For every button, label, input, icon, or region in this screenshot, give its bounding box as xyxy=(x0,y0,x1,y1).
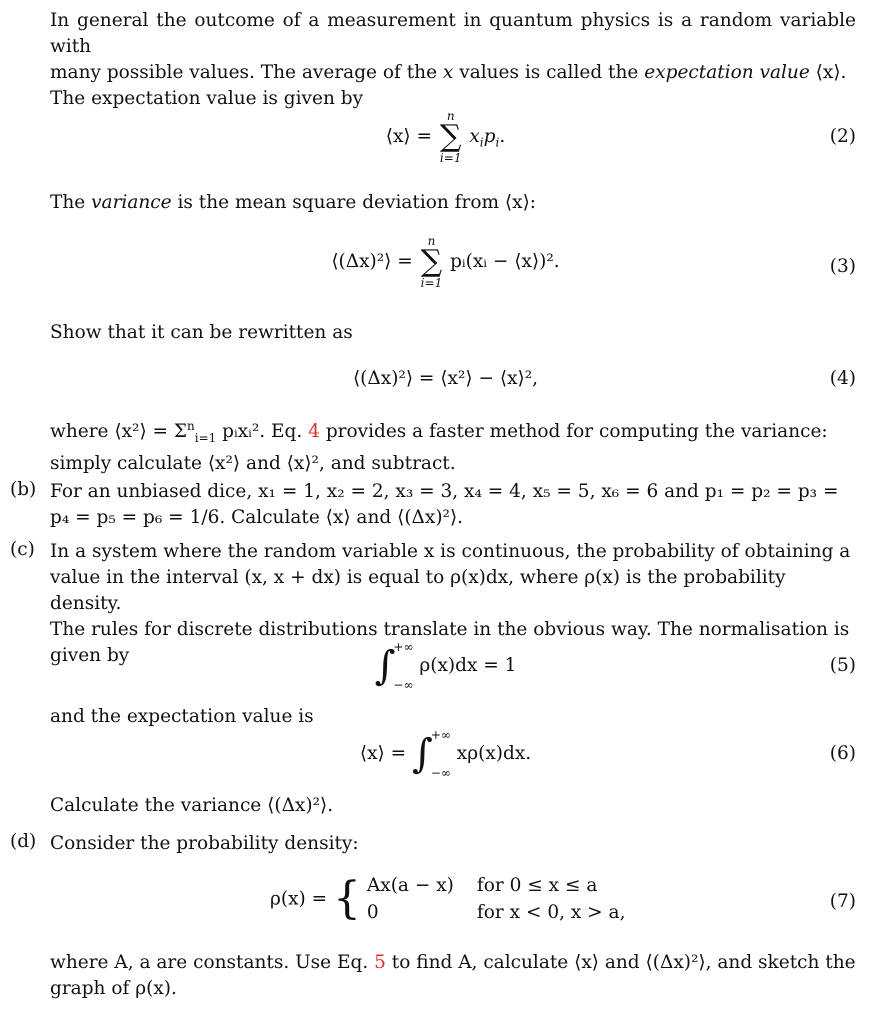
eq7-case1-condition: for 0 ≤ x ≤ a xyxy=(476,875,598,896)
sum-symbol: n ∑ i=1 xyxy=(439,109,462,165)
eq5-body: ρ(x)dx = 1 xyxy=(419,655,517,676)
eq6-body: xρ(x)dx. xyxy=(456,743,532,764)
where-line-2: simply calculate ⟨x²⟩ and ⟨x⟩², and subtract. xyxy=(50,452,456,474)
part-b-label: (b) xyxy=(10,479,37,500)
eq7-cases xyxy=(367,872,626,926)
show-text: Show that it can be rewritten as xyxy=(50,322,353,343)
part-c-line-3: The rules for discrete distributions translate in the obvious way. The normalisation is xyxy=(50,619,850,640)
part-c-line-2: value in the interval (x, x + dx) is equal to ρ(x)dx, where ρ(x) is the probability density. xyxy=(50,567,786,614)
final-paragraph xyxy=(50,950,856,1002)
part-d-label: (d) xyxy=(10,831,37,852)
intro-paragraph xyxy=(50,8,856,112)
eq3-lhs: ⟨(Δx)²⟩ = xyxy=(331,251,413,272)
eq2-x-sub: i xyxy=(479,135,484,150)
final-a: where A, a are constants. Use Eq. xyxy=(50,952,375,973)
part-d-text: Consider the probability density: xyxy=(50,833,359,854)
eq2-sum-top: n xyxy=(446,109,455,123)
where-lim-bot: i=1 xyxy=(194,430,217,445)
eq7-case1-value: Ax(a − x) xyxy=(366,875,454,896)
final-b: to find A, calculate ⟨x⟩ and ⟨(Δx)²⟩, and sketch the xyxy=(385,952,856,973)
final-line-1 xyxy=(50,950,856,976)
eq7-case2-value: 0 xyxy=(366,902,379,923)
eq5-number: (5) xyxy=(829,655,856,676)
intro-line-2-a: many possible values. The average of the xyxy=(50,62,443,83)
eq5-int-bottom: −∞ xyxy=(393,678,414,692)
where-lim-top: n xyxy=(187,419,195,433)
intro-line-1: In general the outcome of a measurement in quantum physics is a random variable with xyxy=(50,10,856,57)
eq2-p: p xyxy=(483,126,496,147)
eq3-sum-top: n xyxy=(427,234,436,248)
where-line-1 xyxy=(50,413,856,451)
intro-line-2: many possible values. The average of the x values is called the expectation value ⟨x⟩. xyxy=(50,62,847,83)
where-c: provides a faster method for computing the variance: xyxy=(319,421,828,443)
eq3-sum-bottom: i=1 xyxy=(420,276,443,290)
equation-7 xyxy=(270,872,625,926)
eq2-x: x xyxy=(469,126,480,147)
eq2-end: . xyxy=(499,126,506,147)
eq6-int-bottom: −∞ xyxy=(430,766,451,780)
left-brace: { xyxy=(333,873,362,924)
eq2-sum-bottom: i=1 xyxy=(439,151,462,165)
variance-intro xyxy=(50,190,856,216)
eq3-number: (3) xyxy=(829,256,856,277)
variance-intro-a: The xyxy=(50,192,92,213)
expectation-text: and the expectation value is xyxy=(50,706,314,727)
sum-symbol: n ∑ i=1 xyxy=(420,234,443,290)
eq3-body: pᵢ(xᵢ − ⟨x⟩)². xyxy=(450,251,560,272)
where-b: pᵢxᵢ². Eq. xyxy=(216,421,309,443)
eq-ref-5-link[interactable]: 5 xyxy=(374,952,386,973)
intro-line-3: The expectation value is given by xyxy=(50,88,364,109)
variance-term: variance xyxy=(91,192,172,213)
intro-line-2-b: values is called the xyxy=(453,62,645,83)
eq6-number: (6) xyxy=(829,743,856,764)
part-b-line-1: For an unbiased dice, x₁ = 1, x₂ = 2, x₃ = 3, x₄ = 4, x₅ = 5, x₆ = 6 and p₁ = p₂ = p₃ = xyxy=(50,481,839,502)
intro-line-2-c: ⟨x⟩. xyxy=(809,62,847,83)
eq7-number: (7) xyxy=(829,891,856,912)
eq6-int-top: +∞ xyxy=(430,728,451,742)
eq2-number: (2) xyxy=(829,126,856,147)
part-b-text xyxy=(50,479,856,531)
eq2-lhs: ⟨x⟩ = xyxy=(385,126,433,147)
integral-symbol: ∫ +∞ −∞ xyxy=(374,640,414,692)
equation-4: ⟨(Δx)²⟩ = ⟨x²⟩ − ⟨x⟩², xyxy=(352,368,539,389)
equation-5 xyxy=(0,640,891,692)
where-a: where ⟨x²⟩ = Σ xyxy=(50,421,187,443)
eq7-lhs: ρ(x) = xyxy=(270,888,328,910)
equation-3 xyxy=(0,235,891,289)
calc-variance-text: Calculate the variance ⟨(Δx)²⟩. xyxy=(50,795,334,816)
final-line-2: graph of ρ(x). xyxy=(50,978,177,999)
eq-ref-4-link[interactable]: 4 xyxy=(308,421,320,443)
part-c-line-4: given by xyxy=(50,645,130,666)
equation-6 xyxy=(0,728,891,780)
variance-intro-b: is the mean square deviation from ⟨x⟩: xyxy=(171,192,537,213)
where-paragraph xyxy=(50,413,856,477)
eq6-lhs: ⟨x⟩ = xyxy=(359,743,407,764)
eq4-number: (4) xyxy=(829,368,856,389)
integral-symbol: ∫ +∞ −∞ xyxy=(412,728,451,780)
eq5-int-top: +∞ xyxy=(393,640,414,654)
equation-2 xyxy=(0,110,891,164)
part-c-line-1: In a system where the random variable x is continuous, the probability of obtaining a xyxy=(50,541,851,562)
eq2-p-sub: i xyxy=(495,135,500,150)
part-c-label: (c) xyxy=(10,539,35,560)
expectation-value-term: expectation value xyxy=(644,62,810,83)
eq7-case2-condition: for x < 0, x > a, xyxy=(476,902,626,923)
part-b-line-2: p₄ = p₅ = p₆ = 1/6. Calculate ⟨x⟩ and ⟨(Δx)²⟩. xyxy=(50,507,464,528)
